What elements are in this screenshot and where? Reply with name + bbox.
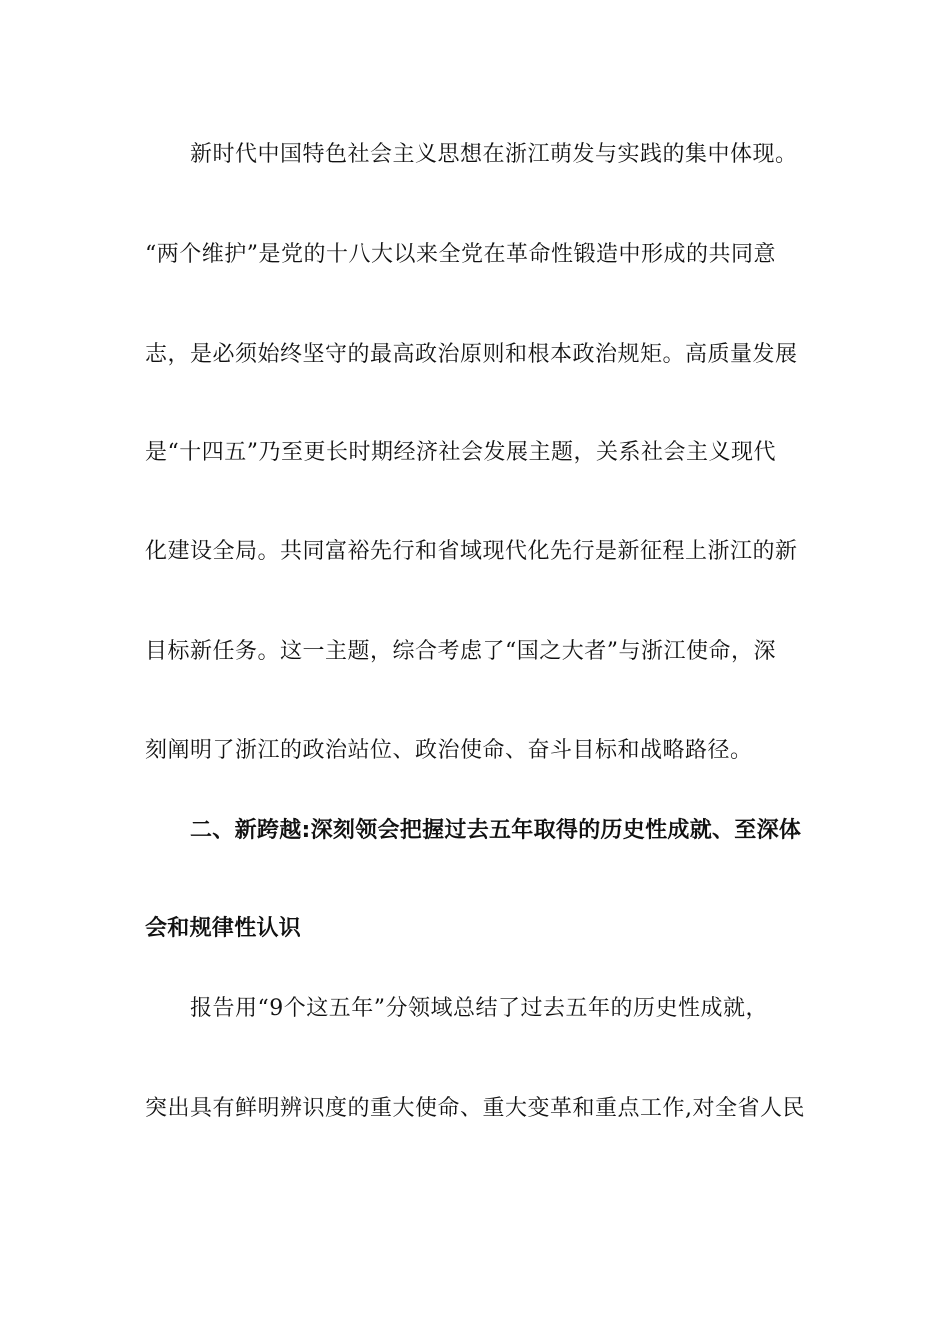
paragraph-line: 是“十四五”乃至更长时期经济社会发展主题，关系社会主义现代 — [145, 440, 776, 465]
section-heading-line: 会和规律性认识 — [145, 916, 302, 941]
paragraph-line: 化建设全局。共同富裕先行和省域现代化先行是新征程上浙江的新 — [145, 539, 798, 564]
section-heading-line: 二、新跨越:深刻领会把握过去五年取得的历史性成就、至深体 — [190, 818, 802, 843]
paragraph-line: “两个维护”是党的十八大以来全党在革命性锻造中形成的共同意 — [145, 242, 776, 267]
paragraph-line: 新时代中国特色社会主义思想在浙江萌发与实践的集中体现。 — [190, 142, 798, 167]
paragraph-line: 志，是必须始终坚守的最高政治原则和根本政治规矩。高质量发展 — [145, 342, 798, 367]
paragraph-line: 目标新任务。这一主题，综合考虑了“国之大者”与浙江使命，深 — [145, 639, 776, 664]
paragraph-line: 突出具有鲜明辨识度的重大使命、重大变革和重点工作,对全省人民 — [145, 1096, 805, 1121]
paragraph-line: 报告用“9个这五年”分领域总结了过去五年的历史性成就， — [190, 996, 768, 1021]
paragraph-line: 刻阐明了浙江的政治站位、政治使命、奋斗目标和战略路径。 — [145, 738, 753, 763]
